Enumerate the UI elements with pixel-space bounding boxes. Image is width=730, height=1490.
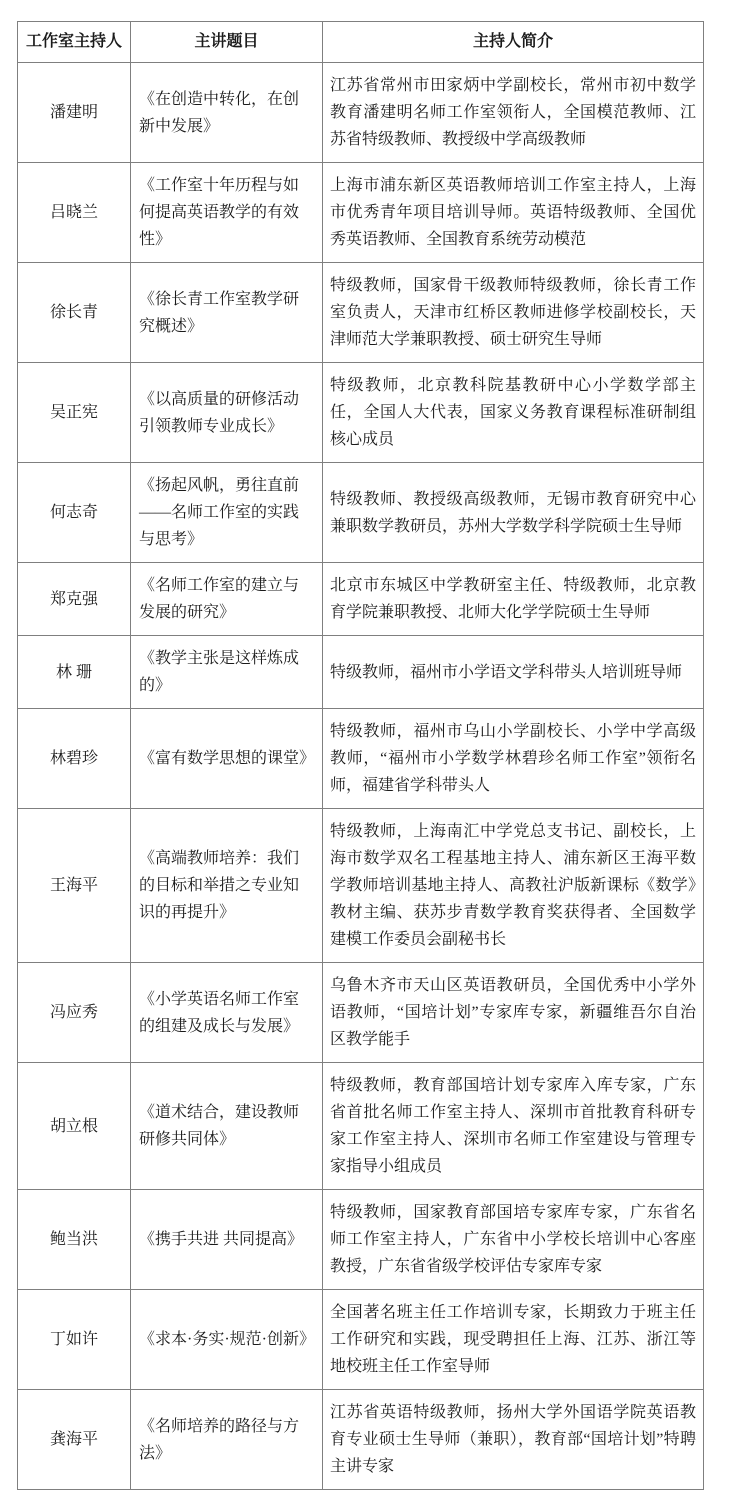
table-row xyxy=(18,1190,704,1290)
header-host: 工作室主持人 xyxy=(18,22,131,63)
host-bio: 特级教师，教育部国培计划专家库入库专家，广东省首批名师工作室主持人、深圳市首批教育科研专家工作室主持人、深圳市名师工作室建设与管理专家指导小组成员 xyxy=(323,1063,704,1190)
host-name: 林碧珍 xyxy=(18,709,131,809)
table-row xyxy=(18,809,704,963)
host-bio: 乌鲁木齐市天山区英语教研员，全国优秀中小学外语教师，“国培计划”专家库专家，新疆维吾尔自治区教学能手 xyxy=(323,963,704,1063)
workshop-hosts-table xyxy=(17,21,704,1490)
lecture-topic: 《携手共进 共同提高》 xyxy=(131,1190,323,1290)
table-row xyxy=(18,563,704,636)
lecture-topic: 《徐长青工作室教学研究概述》 xyxy=(131,263,323,363)
table-row xyxy=(18,963,704,1063)
lecture-topic: 《小学英语名师工作室的组建及成长与发展》 xyxy=(131,963,323,1063)
host-name: 吴正宪 xyxy=(18,363,131,463)
table-row xyxy=(18,163,704,263)
host-bio: 江苏省常州市田家炳中学副校长，常州市初中数学教育潘建明名师工作室领衔人，全国模范教师、江苏省特级教师、教授级中学高级教师 xyxy=(323,63,704,163)
host-bio: 特级教师，福州市乌山小学副校长、小学中学高级教师，“福州市小学数学林碧珍名师工作室”领衔名师，福建省学科带头人 xyxy=(323,709,704,809)
table-row xyxy=(18,1290,704,1390)
host-name: 龚海平 xyxy=(18,1390,131,1490)
header-topic: 主讲题目 xyxy=(131,22,323,63)
header-bio: 主持人简介 xyxy=(323,22,704,63)
lecture-topic: 《名师工作室的建立与发展的研究》 xyxy=(131,563,323,636)
host-bio: 特级教师，国家骨干级教师特级教师，徐长青工作室负责人，天津市红桥区教师进修学校副校长，天津师范大学兼职教授、硕士研究生导师 xyxy=(323,263,704,363)
host-bio: 特级教师，上海南汇中学党总支书记、副校长，上海市数学双名工程基地主持人、浦东新区王海平数学教师培训基地主持人、高教社沪版新课标《数学》教材主编、获苏步青数学教育奖获得者、全国数学建模工作委员会副秘书长 xyxy=(323,809,704,963)
table-row xyxy=(18,63,704,163)
host-name: 胡立根 xyxy=(18,1063,131,1190)
table-row xyxy=(18,709,704,809)
host-bio: 特级教师，北京教科院基教研中心小学数学部主任，全国人大代表，国家义务教育课程标准研制组核心成员 xyxy=(323,363,704,463)
lecture-topic: 《在创造中转化，在创新中发展》 xyxy=(131,63,323,163)
host-name: 郑克强 xyxy=(18,563,131,636)
host-bio: 全国著名班主任工作培训专家，长期致力于班主任工作研究和实践，现受聘担任上海、江苏、浙江等地校班主任工作室导师 xyxy=(323,1290,704,1390)
host-name: 何志奇 xyxy=(18,463,131,563)
host-bio: 上海市浦东新区英语教师培训工作室主持人，上海市优秀青年项目培训导师。英语特级教师、全国优秀英语教师、全国教育系统劳动模范 xyxy=(323,163,704,263)
lecture-topic: 《富有数学思想的课堂》 xyxy=(131,709,323,809)
lecture-topic: 《道术结合，建设教师研修共同体》 xyxy=(131,1063,323,1190)
lecture-topic: 《高端教师培养：我们的目标和举措之专业知识的再提升》 xyxy=(131,809,323,963)
host-bio: 特级教师、教授级高级教师，无锡市教育研究中心兼职数学教研员，苏州大学数学科学院硕士生导师 xyxy=(323,463,704,563)
table-row xyxy=(18,1063,704,1190)
lecture-topic: 《工作室十年历程与如何提高英语教学的有效性》 xyxy=(131,163,323,263)
host-name: 鲍当洪 xyxy=(18,1190,131,1290)
lecture-topic: 《求本·务实·规范·创新》 xyxy=(131,1290,323,1390)
host-bio: 江苏省英语特级教师，扬州大学外国语学院英语教育专业硕士生导师（兼职），教育部“国培计划”特聘主讲专家 xyxy=(323,1390,704,1490)
lecture-topic: 《教学主张是这样炼成的》 xyxy=(131,636,323,709)
lecture-topic: 《以高质量的研修活动引领教师专业成长》 xyxy=(131,363,323,463)
host-name: 吕晓兰 xyxy=(18,163,131,263)
host-bio: 特级教师，国家教育部国培专家库专家，广东省名师工作室主持人，广东省中小学校长培训中心客座教授，广东省省级学校评估专家库专家 xyxy=(323,1190,704,1290)
lecture-topic: 《扬起风帆，勇往直前——名师工作室的实践与思考》 xyxy=(131,463,323,563)
host-bio: 北京市东城区中学教研室主任、特级教师，北京教育学院兼职教授、北师大化学学院硕士生导师 xyxy=(323,563,704,636)
host-name: 王海平 xyxy=(18,809,131,963)
lecture-topic: 《名师培养的路径与方法》 xyxy=(131,1390,323,1490)
header-row xyxy=(18,22,704,63)
host-bio: 特级教师，福州市小学语文学科带头人培训班导师 xyxy=(323,636,704,709)
table-row xyxy=(18,263,704,363)
table-row xyxy=(18,1390,704,1490)
table-row xyxy=(18,463,704,563)
table-body xyxy=(18,63,704,1490)
table-row xyxy=(18,363,704,463)
host-name: 潘建明 xyxy=(18,63,131,163)
table-row xyxy=(18,636,704,709)
host-name: 林 珊 xyxy=(18,636,131,709)
table-header xyxy=(18,22,704,63)
host-name: 丁如许 xyxy=(18,1290,131,1390)
host-name: 冯应秀 xyxy=(18,963,131,1063)
host-name: 徐长青 xyxy=(18,263,131,363)
